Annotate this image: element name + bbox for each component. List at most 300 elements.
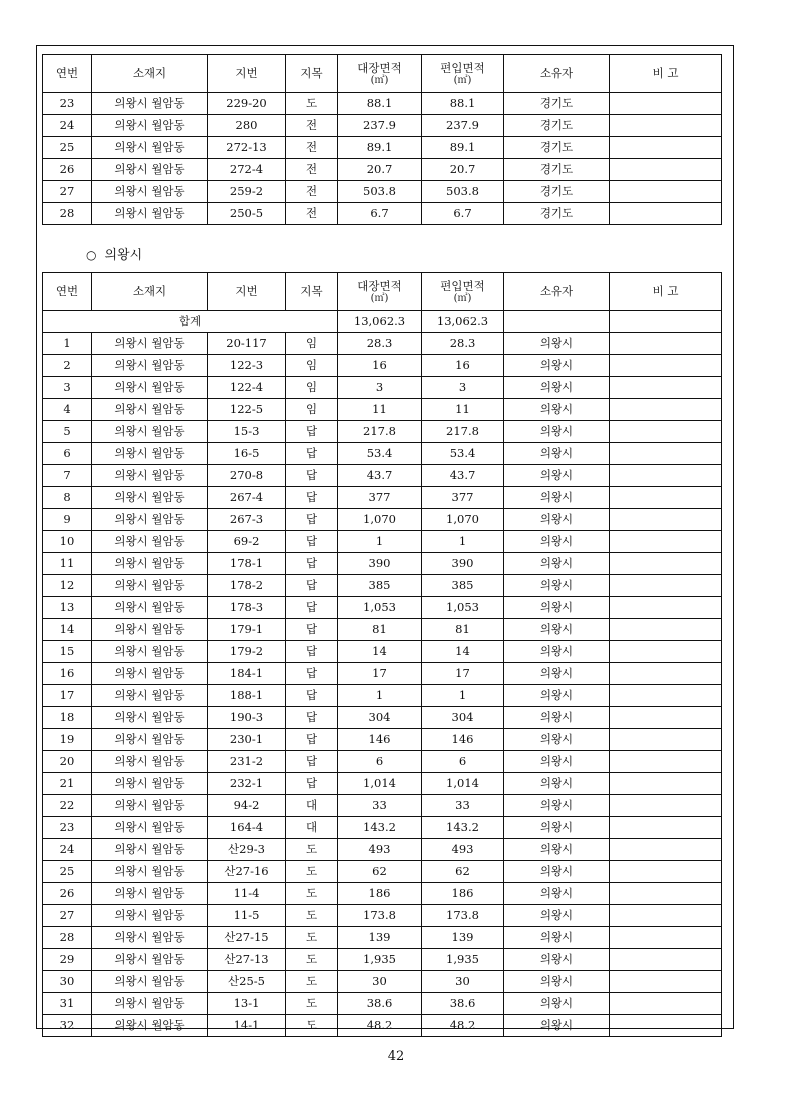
table-row — [43, 971, 722, 993]
row-ledger-area: 503.8 — [338, 181, 422, 203]
table-row — [43, 817, 722, 839]
row-owner: 의왕시 — [504, 949, 610, 971]
row-owner: 경기도 — [504, 181, 610, 203]
row-incorp-area: 186 — [422, 883, 504, 905]
header-ledger-area — [338, 273, 422, 311]
row-owner: 경기도 — [504, 137, 610, 159]
row-remarks — [610, 685, 722, 707]
row-ledger-area: 62 — [338, 861, 422, 883]
row-incorp-area: 385 — [422, 575, 504, 597]
header-ledger-area-label: 대장면적 — [357, 278, 402, 293]
row-category: 도 — [286, 861, 338, 883]
row-incorp-area: 493 — [422, 839, 504, 861]
row-ledger-area: 20.7 — [338, 159, 422, 181]
row-location: 의왕시 월암동 — [92, 817, 208, 839]
row-lot: 16-5 — [208, 443, 286, 465]
row-category: 전 — [286, 181, 338, 203]
table-row — [43, 203, 722, 225]
row-owner: 경기도 — [504, 159, 610, 181]
row-category: 임 — [286, 399, 338, 421]
row-category: 답 — [286, 465, 338, 487]
section-title: 의왕시 — [104, 248, 143, 263]
table-row — [43, 619, 722, 641]
row-remarks — [610, 115, 722, 137]
row-category: 답 — [286, 751, 338, 773]
row-incorp-area: 43.7 — [422, 465, 504, 487]
row-location: 의왕시 월암동 — [92, 861, 208, 883]
table-row — [43, 509, 722, 531]
row-category: 대 — [286, 795, 338, 817]
row-lot: 20-117 — [208, 333, 286, 355]
row-incorp-area: 14 — [422, 641, 504, 663]
total-remarks-cell — [610, 311, 722, 333]
row-category: 도 — [286, 949, 338, 971]
row-no: 25 — [43, 861, 92, 883]
row-remarks — [610, 203, 722, 225]
header-incorp-area — [422, 273, 504, 311]
table-row — [43, 531, 722, 553]
row-remarks — [610, 355, 722, 377]
header-incorp-area-unit: (㎡) — [453, 74, 472, 86]
row-location: 의왕시 월암동 — [92, 839, 208, 861]
row-no: 14 — [43, 619, 92, 641]
row-location: 의왕시 월암동 — [92, 883, 208, 905]
row-incorp-area: 304 — [422, 707, 504, 729]
row-lot: 179-1 — [208, 619, 286, 641]
row-no: 2 — [43, 355, 92, 377]
table-row — [43, 421, 722, 443]
row-owner: 의왕시 — [504, 729, 610, 751]
row-no: 22 — [43, 795, 92, 817]
row-ledger-area: 1,014 — [338, 773, 422, 795]
row-ledger-area: 30 — [338, 971, 422, 993]
row-ledger-area: 28.3 — [338, 333, 422, 355]
table-row — [43, 181, 722, 203]
row-category: 전 — [286, 203, 338, 225]
row-no: 31 — [43, 993, 92, 1015]
row-owner: 의왕시 — [504, 751, 610, 773]
row-incorp-area: 20.7 — [422, 159, 504, 181]
row-ledger-area: 48.2 — [338, 1015, 422, 1037]
table-row — [43, 115, 722, 137]
row-owner: 경기도 — [504, 115, 610, 137]
row-category: 답 — [286, 597, 338, 619]
row-location: 의왕시 월암동 — [92, 93, 208, 115]
row-category: 도 — [286, 905, 338, 927]
row-no: 6 — [43, 443, 92, 465]
row-location: 의왕시 월암동 — [92, 509, 208, 531]
row-ledger-area: 173.8 — [338, 905, 422, 927]
row-owner: 의왕시 — [504, 663, 610, 685]
row-ledger-area: 1,935 — [338, 949, 422, 971]
row-location: 의왕시 월암동 — [92, 465, 208, 487]
row-lot: 184-1 — [208, 663, 286, 685]
row-no: 25 — [43, 137, 92, 159]
header-owner: 소유자 — [504, 273, 610, 311]
table-row — [43, 707, 722, 729]
row-remarks — [610, 751, 722, 773]
total-label: 합계 — [43, 311, 338, 333]
row-no: 28 — [43, 927, 92, 949]
row-category: 답 — [286, 575, 338, 597]
row-lot: 11-4 — [208, 883, 286, 905]
row-category: 전 — [286, 159, 338, 181]
table-row — [43, 839, 722, 861]
row-remarks — [610, 795, 722, 817]
table-row — [43, 751, 722, 773]
row-ledger-area: 217.8 — [338, 421, 422, 443]
row-no: 9 — [43, 509, 92, 531]
row-location: 의왕시 월암동 — [92, 399, 208, 421]
row-no: 8 — [43, 487, 92, 509]
row-owner: 의왕시 — [504, 641, 610, 663]
row-incorp-area: 217.8 — [422, 421, 504, 443]
row-incorp-area: 1,935 — [422, 949, 504, 971]
row-lot: 272-13 — [208, 137, 286, 159]
row-owner: 경기도 — [504, 203, 610, 225]
row-category: 전 — [286, 115, 338, 137]
row-lot: 250-5 — [208, 203, 286, 225]
row-category: 도 — [286, 839, 338, 861]
row-ledger-area: 89.1 — [338, 137, 422, 159]
table-row — [43, 465, 722, 487]
row-location: 의왕시 월암동 — [92, 355, 208, 377]
table-row — [43, 685, 722, 707]
row-category: 답 — [286, 487, 338, 509]
row-ledger-area: 237.9 — [338, 115, 422, 137]
row-remarks — [610, 333, 722, 355]
row-incorp-area: 16 — [422, 355, 504, 377]
row-category: 답 — [286, 421, 338, 443]
row-incorp-area: 390 — [422, 553, 504, 575]
row-owner: 의왕시 — [504, 355, 610, 377]
row-ledger-area: 88.1 — [338, 93, 422, 115]
row-location: 의왕시 월암동 — [92, 443, 208, 465]
row-lot: 267-3 — [208, 509, 286, 531]
row-owner: 의왕시 — [504, 971, 610, 993]
row-incorp-area: 81 — [422, 619, 504, 641]
row-location: 의왕시 월암동 — [92, 685, 208, 707]
row-lot: 178-1 — [208, 553, 286, 575]
row-incorp-area: 1,070 — [422, 509, 504, 531]
row-no: 13 — [43, 597, 92, 619]
row-remarks — [610, 773, 722, 795]
row-no: 1 — [43, 333, 92, 355]
row-lot: 14-1 — [208, 1015, 286, 1037]
row-remarks — [610, 971, 722, 993]
row-incorp-area: 28.3 — [422, 333, 504, 355]
row-no: 11 — [43, 553, 92, 575]
table-row — [43, 575, 722, 597]
table-header-row — [43, 273, 722, 311]
header-category: 지목 — [286, 273, 338, 311]
row-lot: 188-1 — [208, 685, 286, 707]
row-lot: 69-2 — [208, 531, 286, 553]
row-remarks — [610, 509, 722, 531]
header-remarks: 비 고 — [610, 273, 722, 311]
row-ledger-area: 11 — [338, 399, 422, 421]
row-remarks — [610, 377, 722, 399]
row-location: 의왕시 월암동 — [92, 729, 208, 751]
row-owner: 의왕시 — [504, 707, 610, 729]
header-remarks: 비 고 — [610, 55, 722, 93]
row-remarks — [610, 707, 722, 729]
row-ledger-area: 16 — [338, 355, 422, 377]
row-ledger-area: 33 — [338, 795, 422, 817]
row-incorp-area: 1,053 — [422, 597, 504, 619]
row-owner: 의왕시 — [504, 817, 610, 839]
row-no: 20 — [43, 751, 92, 773]
table-row — [43, 795, 722, 817]
row-remarks — [610, 465, 722, 487]
row-remarks — [610, 619, 722, 641]
table-row — [43, 663, 722, 685]
row-lot: 15-3 — [208, 421, 286, 443]
row-ledger-area: 390 — [338, 553, 422, 575]
row-remarks — [610, 575, 722, 597]
table-body — [43, 93, 722, 225]
row-incorp-area: 377 — [422, 487, 504, 509]
row-lot: 229-20 — [208, 93, 286, 115]
row-incorp-area: 6.7 — [422, 203, 504, 225]
row-incorp-area: 53.4 — [422, 443, 504, 465]
row-lot: 231-2 — [208, 751, 286, 773]
row-incorp-area: 88.1 — [422, 93, 504, 115]
row-no: 16 — [43, 663, 92, 685]
row-ledger-area: 1 — [338, 531, 422, 553]
page-frame — [36, 45, 734, 1032]
row-remarks — [610, 905, 722, 927]
table-row — [43, 729, 722, 751]
header-location: 소재지 — [92, 273, 208, 311]
row-lot: 232-1 — [208, 773, 286, 795]
row-lot: 267-4 — [208, 487, 286, 509]
table-row — [43, 949, 722, 971]
row-no: 4 — [43, 399, 92, 421]
row-lot: 11-5 — [208, 905, 286, 927]
row-category: 답 — [286, 619, 338, 641]
row-owner: 의왕시 — [504, 509, 610, 531]
row-ledger-area: 6 — [338, 751, 422, 773]
row-incorp-area: 173.8 — [422, 905, 504, 927]
row-remarks — [610, 531, 722, 553]
header-lot: 지번 — [208, 273, 286, 311]
table-row — [43, 487, 722, 509]
row-location: 의왕시 월암동 — [92, 487, 208, 509]
header-incorp-area-unit: (㎡) — [453, 292, 472, 304]
header-category: 지목 — [286, 55, 338, 93]
table-row — [43, 883, 722, 905]
row-location: 의왕시 월암동 — [92, 597, 208, 619]
header-ledger-area — [338, 55, 422, 93]
table-row — [43, 597, 722, 619]
row-lot: 산29-3 — [208, 839, 286, 861]
header-incorp-area — [422, 55, 504, 93]
row-incorp-area: 1,014 — [422, 773, 504, 795]
row-remarks — [610, 729, 722, 751]
row-owner: 의왕시 — [504, 619, 610, 641]
header-owner: 소유자 — [504, 55, 610, 93]
row-owner: 의왕시 — [504, 883, 610, 905]
row-ledger-area: 143.2 — [338, 817, 422, 839]
table-body — [43, 311, 722, 1037]
row-owner: 의왕시 — [504, 993, 610, 1015]
table-row — [43, 927, 722, 949]
row-owner: 의왕시 — [504, 487, 610, 509]
row-category: 답 — [286, 553, 338, 575]
row-location: 의왕시 월암동 — [92, 181, 208, 203]
row-no: 21 — [43, 773, 92, 795]
row-remarks — [610, 883, 722, 905]
row-category: 답 — [286, 773, 338, 795]
row-remarks — [610, 993, 722, 1015]
header-no: 연번 — [43, 55, 92, 93]
row-lot: 13-1 — [208, 993, 286, 1015]
row-category: 답 — [286, 663, 338, 685]
row-incorp-area: 62 — [422, 861, 504, 883]
row-location: 의왕시 월암동 — [92, 795, 208, 817]
table-row — [43, 773, 722, 795]
row-remarks — [610, 443, 722, 465]
table-row — [43, 399, 722, 421]
row-lot: 272-4 — [208, 159, 286, 181]
header-no: 연번 — [43, 273, 92, 311]
row-remarks — [610, 181, 722, 203]
total-owner-cell — [504, 311, 610, 333]
row-no: 19 — [43, 729, 92, 751]
row-no: 23 — [43, 817, 92, 839]
row-ledger-area: 6.7 — [338, 203, 422, 225]
row-owner: 의왕시 — [504, 905, 610, 927]
row-remarks — [610, 487, 722, 509]
row-ledger-area: 385 — [338, 575, 422, 597]
row-incorp-area: 237.9 — [422, 115, 504, 137]
row-lot: 164-4 — [208, 817, 286, 839]
row-lot: 산27-15 — [208, 927, 286, 949]
row-incorp-area: 11 — [422, 399, 504, 421]
circle-bullet-icon: ○ — [86, 248, 97, 262]
row-remarks — [610, 839, 722, 861]
table-row — [43, 861, 722, 883]
row-owner: 의왕시 — [504, 597, 610, 619]
header-lot: 지번 — [208, 55, 286, 93]
row-category: 대 — [286, 817, 338, 839]
table-row — [43, 355, 722, 377]
row-remarks — [610, 399, 722, 421]
row-category: 도 — [286, 927, 338, 949]
row-owner: 의왕시 — [504, 795, 610, 817]
row-location: 의왕시 월암동 — [92, 971, 208, 993]
row-category: 답 — [286, 531, 338, 553]
row-location: 의왕시 월암동 — [92, 115, 208, 137]
total-ledger-area: 13,062.3 — [338, 311, 422, 333]
row-ledger-area: 1 — [338, 685, 422, 707]
row-incorp-area: 143.2 — [422, 817, 504, 839]
row-owner: 의왕시 — [504, 553, 610, 575]
row-incorp-area: 17 — [422, 663, 504, 685]
row-no: 18 — [43, 707, 92, 729]
row-location: 의왕시 월암동 — [92, 553, 208, 575]
row-location: 의왕시 월암동 — [92, 333, 208, 355]
row-category: 답 — [286, 729, 338, 751]
header-location: 소재지 — [92, 55, 208, 93]
row-location: 의왕시 월암동 — [92, 203, 208, 225]
table-row — [43, 1015, 722, 1037]
table-row — [43, 905, 722, 927]
table-row — [43, 377, 722, 399]
row-location: 의왕시 월암동 — [92, 663, 208, 685]
row-no: 28 — [43, 203, 92, 225]
row-category: 도 — [286, 971, 338, 993]
row-ledger-area: 14 — [338, 641, 422, 663]
row-owner: 의왕시 — [504, 839, 610, 861]
row-location: 의왕시 월암동 — [92, 159, 208, 181]
row-no: 7 — [43, 465, 92, 487]
row-owner: 의왕시 — [504, 399, 610, 421]
row-no: 17 — [43, 685, 92, 707]
row-lot: 179-2 — [208, 641, 286, 663]
row-no: 3 — [43, 377, 92, 399]
row-remarks — [610, 597, 722, 619]
page-number: 42 — [387, 1049, 405, 1064]
row-location: 의왕시 월암동 — [92, 905, 208, 927]
row-ledger-area: 146 — [338, 729, 422, 751]
row-incorp-area: 139 — [422, 927, 504, 949]
row-location: 의왕시 월암동 — [92, 377, 208, 399]
row-ledger-area: 1,070 — [338, 509, 422, 531]
row-category: 도 — [286, 1015, 338, 1037]
row-lot: 산27-16 — [208, 861, 286, 883]
row-ledger-area: 53.4 — [338, 443, 422, 465]
row-no: 29 — [43, 949, 92, 971]
row-no: 12 — [43, 575, 92, 597]
row-category: 도 — [286, 993, 338, 1015]
row-no: 27 — [43, 905, 92, 927]
row-incorp-area: 89.1 — [422, 137, 504, 159]
row-category: 답 — [286, 685, 338, 707]
row-owner: 의왕시 — [504, 465, 610, 487]
row-lot: 270-8 — [208, 465, 286, 487]
row-location: 의왕시 월암동 — [92, 575, 208, 597]
row-location: 의왕시 월암동 — [92, 421, 208, 443]
row-category: 답 — [286, 509, 338, 531]
row-remarks — [610, 137, 722, 159]
row-category: 도 — [286, 93, 338, 115]
table-header-row — [43, 55, 722, 93]
row-ledger-area: 186 — [338, 883, 422, 905]
table-row — [43, 159, 722, 181]
header-incorp-area-label: 편입면적 — [440, 60, 485, 75]
row-no: 10 — [43, 531, 92, 553]
row-ledger-area: 139 — [338, 927, 422, 949]
section-heading — [86, 244, 142, 263]
row-lot: 122-4 — [208, 377, 286, 399]
header-incorp-area-label: 편입면적 — [440, 278, 485, 293]
row-no: 24 — [43, 839, 92, 861]
row-no: 26 — [43, 883, 92, 905]
table-row — [43, 333, 722, 355]
row-incorp-area: 38.6 — [422, 993, 504, 1015]
row-category: 답 — [286, 641, 338, 663]
row-remarks — [610, 861, 722, 883]
row-lot: 178-2 — [208, 575, 286, 597]
row-location: 의왕시 월암동 — [92, 949, 208, 971]
row-ledger-area: 3 — [338, 377, 422, 399]
row-ledger-area: 17 — [338, 663, 422, 685]
row-lot: 122-3 — [208, 355, 286, 377]
row-owner: 의왕시 — [504, 1015, 610, 1037]
row-ledger-area: 38.6 — [338, 993, 422, 1015]
